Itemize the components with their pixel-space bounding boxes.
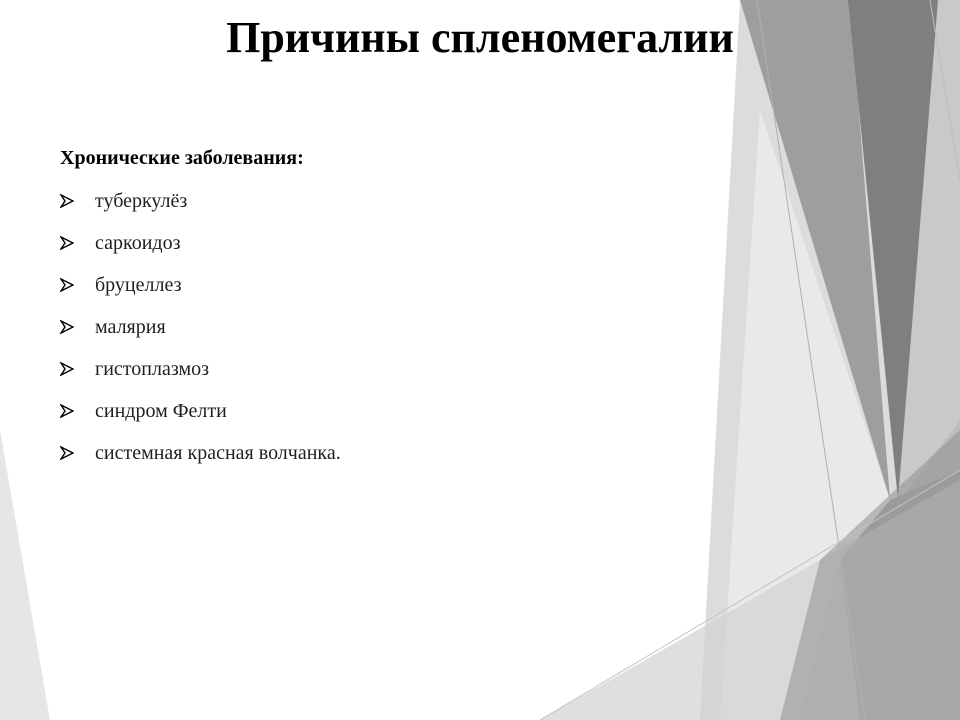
decor-left-wedge (0, 430, 50, 720)
list-item (60, 268, 680, 310)
arrowhead-bullet-icon (60, 446, 74, 460)
list-item (60, 436, 680, 478)
arrowhead-bullet-icon (60, 320, 74, 334)
list-item (60, 352, 680, 394)
list-item-text: саркоидоз (95, 232, 181, 254)
list-item (60, 310, 680, 352)
list-item (60, 394, 680, 436)
subheading: Хронические заболевания: (60, 147, 304, 169)
list-item-text: синдром Фелти (95, 400, 227, 422)
list-item-text: бруцеллез (95, 274, 182, 296)
list-item-text: гистоплазмоз (95, 358, 209, 380)
list-item-text: туберкулёз (95, 190, 188, 212)
arrowhead-bullet-icon (60, 194, 74, 208)
arrowhead-bullet-icon (60, 278, 74, 292)
list-item (60, 184, 680, 226)
bullet-list (60, 184, 680, 478)
slide-content (60, 143, 680, 478)
list-item-text: малярия (95, 316, 166, 338)
slide-title: Причины спленомегалии (226, 13, 734, 62)
list-item (60, 226, 680, 268)
list-item-text: системная красная волчанка. (95, 442, 341, 464)
arrowhead-bullet-icon (60, 362, 74, 376)
arrowhead-bullet-icon (60, 236, 74, 250)
arrowhead-bullet-icon (60, 404, 74, 418)
